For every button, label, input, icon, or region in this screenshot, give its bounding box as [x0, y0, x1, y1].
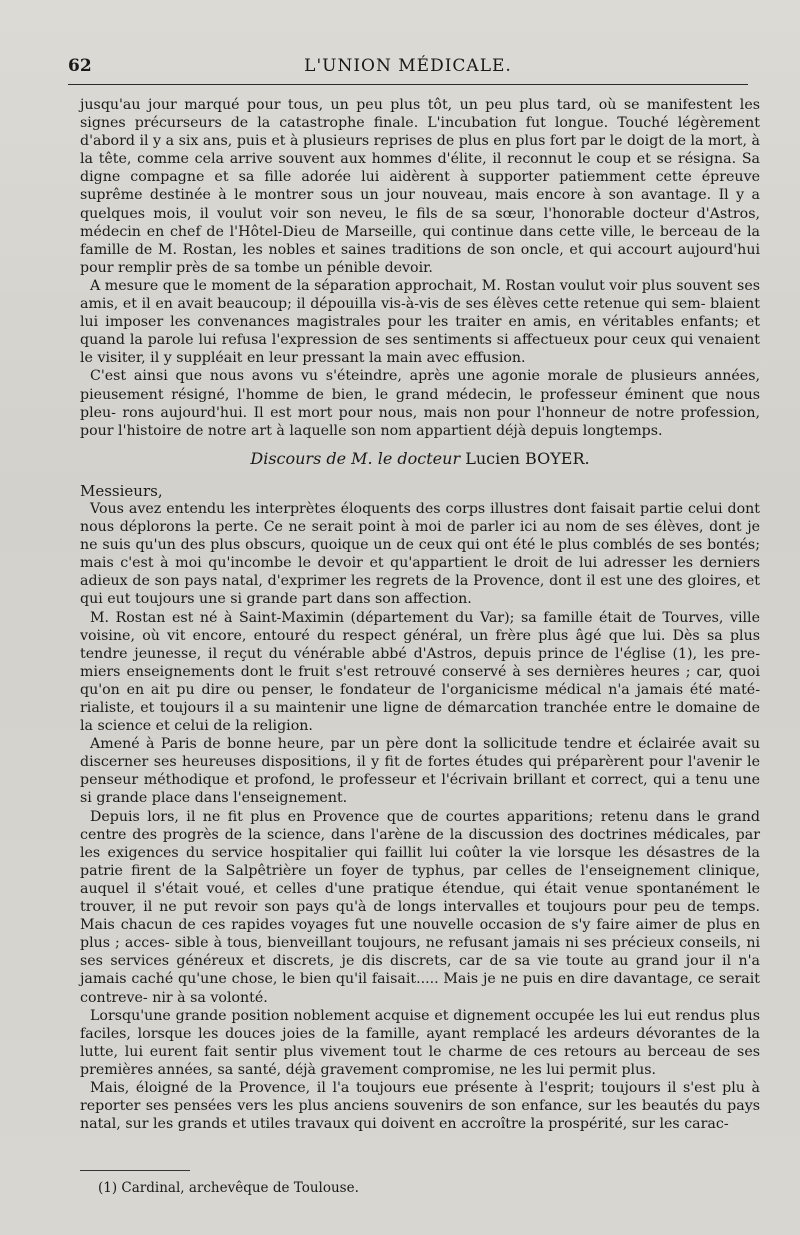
speaker-name: Lucien BOYER.	[465, 448, 590, 468]
salutation: Messieurs,	[80, 481, 163, 500]
paragraph: Vous avez entendu les interprètes éloquents des corps illustres dont faisait partie celui dont nous déplorons la perte. Ce ne serait point à moi de parler ici au nom de ses élèves, dont je ne suis qu'un des plus obscurs, quoique un de ceux qui ont été le plus comblés de ses bontés; mais c'est à moi qu'incombe le devoir et qu'appartient le droit de lui adresser les derniers adieux de son pays natal, d'exprimer les regrets de la Provence, dont il est une des gloires, et qui eut toujours une si grande part dans son affection.	[80, 500, 760, 608]
paragraph: Lorsqu'une grande position noblement acquise et dignement occupée les lui eut rendus plus faciles, lorsque les douces joies de la famille, ayant remplacé les ardeurs dévorantes de la lutte, lui eurent fait sentir plus vivement tout le charme de ces retours au berceau de ses premières années, sa santé, déjà gravement compromise, ne les lui permit plus.	[80, 1007, 760, 1078]
paragraph: A mesure que le moment de la séparation approchait, M. Rostan voulut voir plus souvent ses amis, et il en avait beaucoup; il dépouilla vis-à-vis de ses élèves cette retenue qui sem- blaient lui imposer les convenances magistrales pour les traiter en amis, en véritables enfants; et quand la parole lui refusa l'expression de ses sentiments si affectueux pour ceux qui venaient le visiter, il y suppléait en leur pressant la main avec effusion.	[80, 277, 760, 367]
paragraph: C'est ainsi que nous avons vu s'éteindre, après une agonie morale de plusieurs années, pieusement résigné, l'homme de bien, le grand médecin, le professeur éminent que nous pleu- rons aujourd'hui. Il est mort pour nous, mais non pour l'honneur de notre profession, pour l'histoire de notre art à laquelle son nom appartient déjà depuis longtemps.	[80, 368, 760, 439]
section-title-italic: Discours de M. le docteur	[250, 448, 461, 468]
footnote: (1) Cardinal, archevêque de Toulouse.	[98, 1180, 359, 1196]
footnote-rule	[80, 1170, 190, 1171]
paragraph: jusqu'au jour marqué pour tous, un peu plus tôt, un peu plus tard, où se manifestent les signes précurseurs de la catastrophe finale. L'incubation fut longue. Touché légèrement d'abord il y a six ans, puis et à plusieurs reprises de plus en plus fort par le doigt de la mort, à la tête, comme cela arrive souvent aux hommes d'élite, il reconnut le coup et se résigna. Sa digne compagne et sa fille adorée lui aidèrent à supporter patiemment cette épreuve suprême destinée à le montrer sous un jour nouveau, mais encore à son avantage. Il y a quelques mois, il voulut voir son neveu, le fils de sa sœur, l'honorable docteur d'Astros, médecin en chef de l'Hôtel-Dieu de Marseille, qui continue dans cette ville, le berceau de la famille de M. Rostan, les nobles et saines traditions de son oncle, et qui accourt aujourd'hui pour remplir près de sa tombe un pénible devoir.	[80, 97, 760, 276]
paragraph: M. Rostan est né à Saint-Maximin (département du Var); sa famille était de Tourves, ville voisine, où vit encore, entouré du respect général, un frère plus âgé que lui. Dès sa plus tendre jeunesse, il reçut du vénérable abbé d'Astros, depuis prince de l'église (1), les pre- miers enseignements dont le fruit s'est retrouvé conservé à ses dernières heures ; car, quoi qu'on en ait pu dire ou penser, le fondateur de l'organicisme médical n'a jamais été maté- rialiste, et toujours il a su maintenir une ligne de démarcation tranchée entre le domaine de la science et celui de la religion.	[80, 609, 760, 735]
body-text	[80, 96, 760, 1133]
page-number: 62	[68, 56, 92, 76]
header-rule	[68, 84, 748, 85]
running-title: L'UNION MÉDICALE.	[304, 56, 512, 76]
paragraph: Depuis lors, il ne fit plus en Provence que de courtes apparitions; retenu dans le grand centre des progrès de la science, dans l'arène de la discussion des doctrines médicales, par les exigences du service hospitalier qui faillit lui coûter la vie lorsque les désastres de la patrie firent de la Salpêtrière un foyer de typhus, par celles de l'enseignement clinique, auquel il s'était voué, et celles d'une pratique étendue, qui était venue spontanément le trouver, il ne put revoir son pays qu'à de longs intervalles et toujours pour peu de temps. Mais chacun de ces rapides voyages fut une nouvelle occasion de s'y faire aimer de plus en plus ; acces- sible à tous, bienveillant toujours, ne refusant jamais ni ses précieux conseils, ni ses services généreux et discrets, je dis discrets, car de sa vie toute au grand jour il n'a jamais caché qu'une chose, le bien qu'il faisait..... Mais je ne puis en dire davantage, ce serait contreve- nir à sa volonté.	[80, 808, 760, 1006]
page-header	[68, 56, 748, 82]
paragraph: Amené à Paris de bonne heure, par un père dont la sollicitude tendre et éclairée avait su discerner ses heureuses dispositions, il y fit de fortes études qui préparèrent pour l'avenir le penseur méthodique et profond, le professeur et l'écrivain brillant et correct, qui a tenu une si grande place dans l'enseignement.	[80, 736, 760, 807]
section-title	[80, 450, 760, 468]
paragraph: Mais, éloigné de la Provence, il l'a toujours eue présente à l'esprit; toujours il s'est plu à reporter ses pensées vers les plus anciens souvenirs de son enfance, sur les beautés du pays natal, sur les grands et utiles travaux qui doivent en accroître la prospérité, sur les carac-	[80, 1079, 760, 1133]
